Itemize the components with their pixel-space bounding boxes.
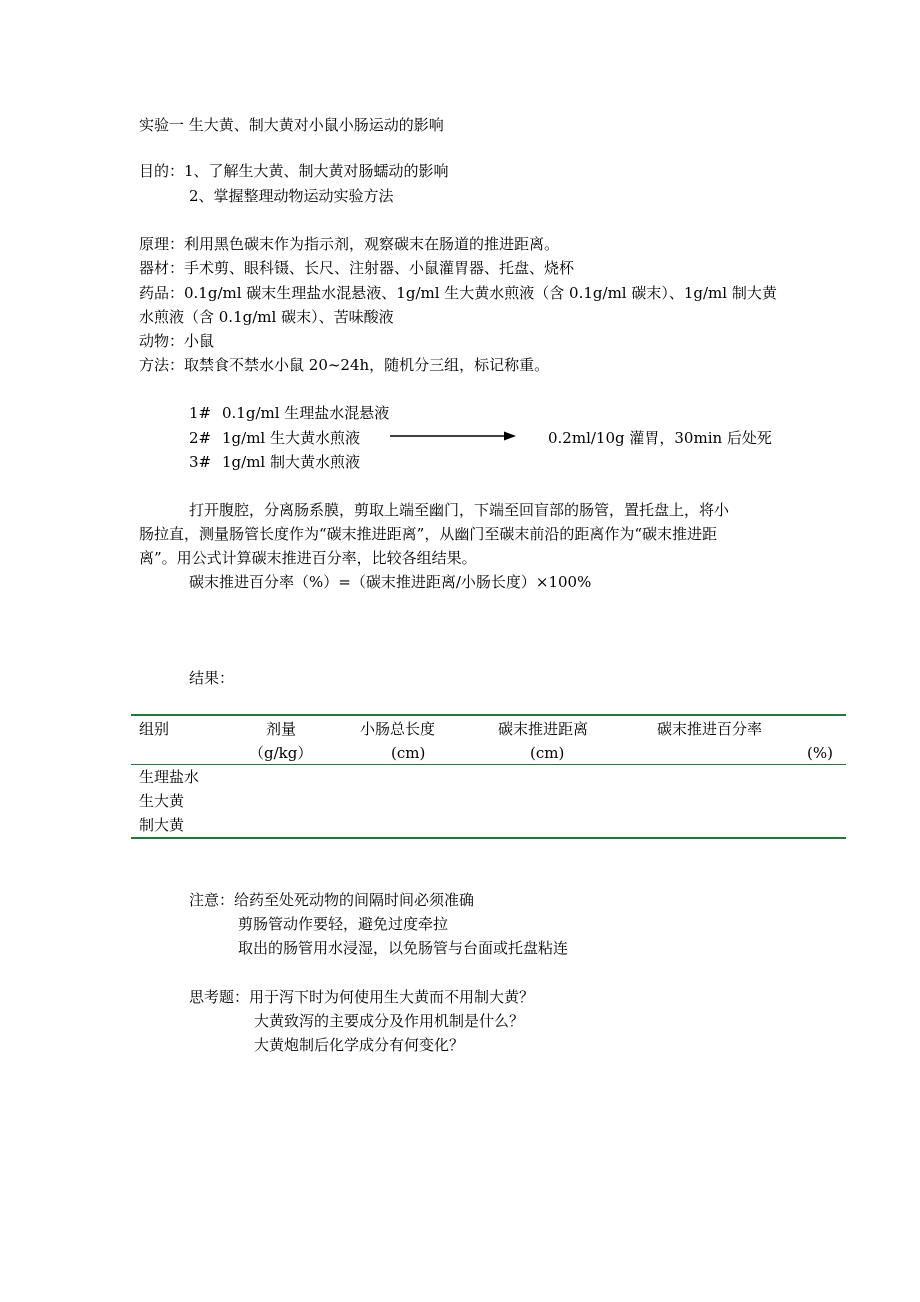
drugs-line-1: 药品：0.1g/ml 碳末生理盐水混悬液、1g/ml 生大黄水煎液（含 0.1g/ml 碳末）、1g/ml 制大黄: [139, 284, 777, 302]
dosing-note: 0.2ml/10g 灌胃，30min 后处死: [548, 429, 772, 447]
equipment-line: 器材：手术剪、眼科镊、长尺、注射器、小鼠灌胃器、托盘、烧杯: [139, 259, 575, 277]
principle-line: 原理：利用黑色碳末作为指示剂，观察碳末在肠道的推进距离。: [139, 235, 560, 253]
header-distance: 碳末推进距离: [498, 720, 589, 738]
unit-distance: (cm): [530, 744, 565, 762]
table-row: 生理盐水: [139, 768, 200, 786]
procedure-line-3: 离”。用公式计算碳末推进百分率，比较各组结果。: [139, 549, 477, 567]
question-item: 大黄致泻的主要成分及作用机制是什么？: [254, 1012, 525, 1030]
group-2-number: 2#: [189, 429, 212, 447]
table-row: 制大黄: [139, 816, 185, 834]
note-item: 给药至处死动物的间隔时间必须准确: [234, 891, 475, 909]
drugs-line-2: 水煎液（含 0.1g/ml 碳末）、苦味酸液: [139, 308, 394, 326]
purpose-item: 2、掌握整理动物运动实验方法: [189, 187, 394, 205]
header-dose: 剂量: [266, 720, 297, 738]
procedure-line-2: 肠拉直，测量肠管长度作为“碳末推进距离”，从幽门至碳末前沿的距离作为“碳末推进距: [139, 525, 718, 543]
unit-dose: （g/kg）: [249, 744, 313, 762]
animal-line: 动物：小鼠: [139, 332, 215, 350]
notes-label: 注意：: [189, 891, 235, 909]
question-item: 用于泻下时为何使用生大黄而不用制大黄？: [249, 988, 535, 1006]
group-3-number: 3#: [189, 453, 212, 471]
group-2-desc: 1g/ml 生大黄水煎液: [222, 429, 360, 447]
method-line: 方法：取禁食不禁水小鼠 20~24h，随机分三组，标记称重。: [139, 356, 550, 374]
formula: 碳末推进百分率（%）=（碳末推进距离/小肠长度）×100%: [189, 573, 592, 591]
note-item: 取出的肠管用水浸湿，以免肠管与台面或托盘粘连: [238, 939, 569, 957]
group-3-desc: 1g/ml 制大黄水煎液: [222, 453, 360, 471]
experiment-title: 实验一 生大黄、制大黄对小鼠小肠运动的影响: [139, 116, 444, 134]
purpose-label: 目的：: [139, 162, 185, 180]
header-length: 小肠总长度: [360, 720, 436, 738]
note-item: 剪肠管动作要轻，避免过度牵拉: [238, 915, 449, 933]
question-item: 大黄炮制后化学成分有何变化？: [254, 1036, 465, 1054]
group-1-number: 1#: [189, 404, 212, 422]
table-row: 生大黄: [139, 792, 185, 810]
group-1-desc: 0.1g/ml 生理盐水混悬液: [222, 404, 390, 422]
header-group: 组别: [139, 720, 170, 738]
questions-label: 思考题：: [189, 988, 250, 1006]
right-arrow-icon: [390, 428, 516, 444]
unit-length: (cm): [391, 744, 426, 762]
purpose-item: 1、了解生大黄、制大黄对肠蠕动的影响: [184, 162, 449, 180]
results-label: 结果：: [189, 669, 235, 687]
unit-rate: (%): [807, 744, 833, 762]
procedure-line-1: 打开腹腔，分离肠系膜，剪取上端至幽门，下端至回盲部的肠管，置托盘上，将小: [189, 501, 730, 519]
table-top-rule: [131, 714, 846, 716]
table-header-rule: [131, 764, 846, 765]
table-bottom-rule: [131, 837, 846, 839]
header-rate: 碳末推进百分率: [657, 720, 763, 738]
